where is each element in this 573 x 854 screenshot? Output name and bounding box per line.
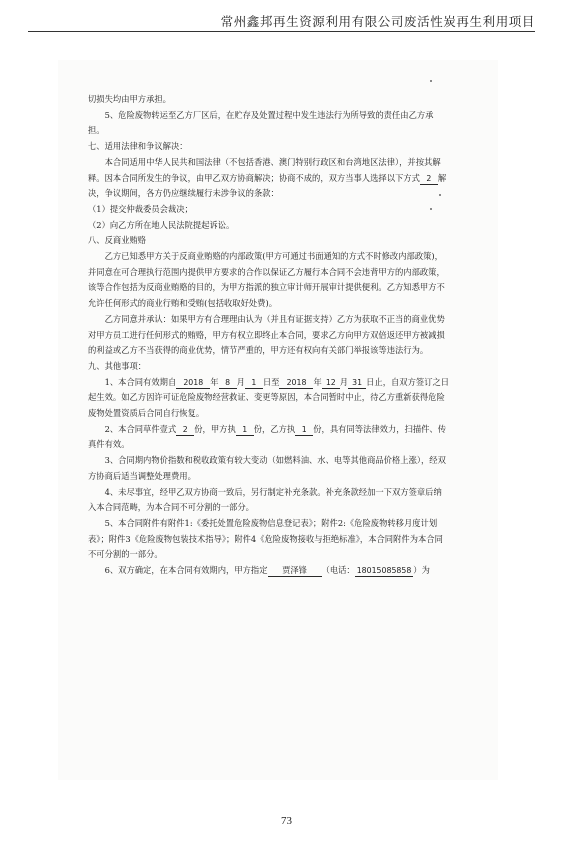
text-segment: 年 [313,376,322,387]
text-segment: 日止，自双方签订之日起生效。如乙方因许可证危险废物经营救证、变更等原因，本合同暂时中止，待乙方重新获得危险废物处置资质后合同自行恢复。 [88,376,450,419]
text-segment: 份，甲方执 [194,423,236,434]
header-title: 常州鑫邦再生资源利用有限公司废活性炭再生利用项目 [220,14,535,29]
copies-field: 2 [176,424,194,436]
start-day-field: 1 [245,377,263,389]
section-heading-anti-bribery: 八、反商业贿赂 [88,235,147,246]
start-year-field: 2018 [176,377,210,389]
contact-phone-field: 18015085858 [356,566,412,576]
text-segment: 份，具有同等法律效力，扫描件、传真件有效。 [88,423,447,450]
party-b-copies-field: 1 [295,424,313,436]
option-arbitration: （1）提交仲裁委员会裁决； [88,203,193,214]
paragraph-contact-person [88,563,450,579]
start-month-field: 8 [219,377,237,389]
text-segment: 2、本合同草件壹式 [104,423,177,434]
section-heading-other: 九、其他事项： [88,360,147,371]
paragraph-anti-bribery-consent: 乙方同意并承认：如果甲方有合理理由认为（并且有证据支持）乙方为获取不正当的商业优势对甲方员工进行任何形式的贿赂，甲方有权立即终止本合同，要求乙方向甲方双倍返还甲方被减损的利益或乙方不当获得的商业优势，情节严重的，甲方还有权向有关部门举报该等违法行为。 [88,313,445,356]
text-segment: 日至 [262,376,280,387]
text-segment: 6、双方确定，在本合同有效期内，甲方指定 [104,565,268,576]
contact-name-field: 贾泽锋 [268,565,322,577]
contract-body [88,92,450,579]
paragraph-liability-party-b: 5、危险废物转运至乙方厂区后，在贮存及处置过程中发生违法行为所导致的责任由乙方承担。 [88,109,434,136]
paragraph-price-adjustment: 3、合同期内物价指数和税收政策有较大变动（如燃料油、水、电等其他商品价格上涨），经双方协商后适当调整处理费用。 [88,455,446,481]
paragraph-supplementary-terms: 4、未尽事宜，经甲乙双方协商一致后，另行制定补充条款。补充条款经加一下双方签章后纳入本合同范畴，为本合同不可分割的一部分。 [88,486,442,513]
text-segment: 年 [210,376,219,387]
header-rule [28,31,535,32]
paragraph-anti-bribery-policy: 乙方已知悉甲方关于反商业贿赂的内部政策(甲方可通过书面通知的方式不时修改内部政策)，并同意在可合理执行范围内提供甲方要求的合作以保证乙方履行本合同不会违背甲方的内部政策，该等合作包括为反商业贿赂的目的，为甲方指派的独立审计师开展审计提供便利。乙方知悉甲方不允许任何形式的商业行贿和受贿(包括收取好处费)。 [88,251,445,309]
paragraph-attachments: 5、本合同附件有附件1:《委托处置危险废物信息登记表》；附件2:《危险废物转移月度计划表》；附件3《危险废物包装技术指导》；附件4《危险废物接收与拒绝标准》，本合同附件为本合同不可分割的一部分。 [88,517,443,560]
text-segment: 月 [339,376,349,387]
scan-speck [430,80,432,82]
text-segment: 月 [236,376,245,387]
end-day-field: 31 [348,377,366,389]
text-segment: （电话： [321,565,355,576]
option-court: （2）向乙方所在地人民法院提起诉讼。 [88,219,235,230]
section-heading-law: 七、适用法律和争议解决： [88,141,188,152]
party-a-copies-field: 1 [236,424,254,436]
paragraph-copies [88,422,450,453]
text-segment: 份，乙方执 [253,423,296,434]
paragraph-validity-period [88,375,450,422]
dispute-option-field: 2 [420,173,438,185]
end-year-field: 2018 [279,377,313,389]
text-segment: ）为 [413,565,430,576]
end-month-field: 12 [322,377,340,389]
text-segment: 本合同适用中华人民共和国法律（不包括香港、澳门特别行政区和台湾地区法律），并按其解释。因本合同所发生的争议，由甲乙双方协商解决；协商不成的，双方当事人选择以下方式 [88,156,441,183]
page-number: 73 [281,815,292,827]
page-header [0,0,573,34]
text-segment: 解决，争议期间，各方仍应继续履行未涉争议的条款： [88,172,447,199]
paragraph-liability-party-a: 切损失均由甲方承担。 [88,94,171,104]
paragraph-governing-law [88,155,450,202]
text-segment: 1、本合同有效期自 [104,376,177,387]
